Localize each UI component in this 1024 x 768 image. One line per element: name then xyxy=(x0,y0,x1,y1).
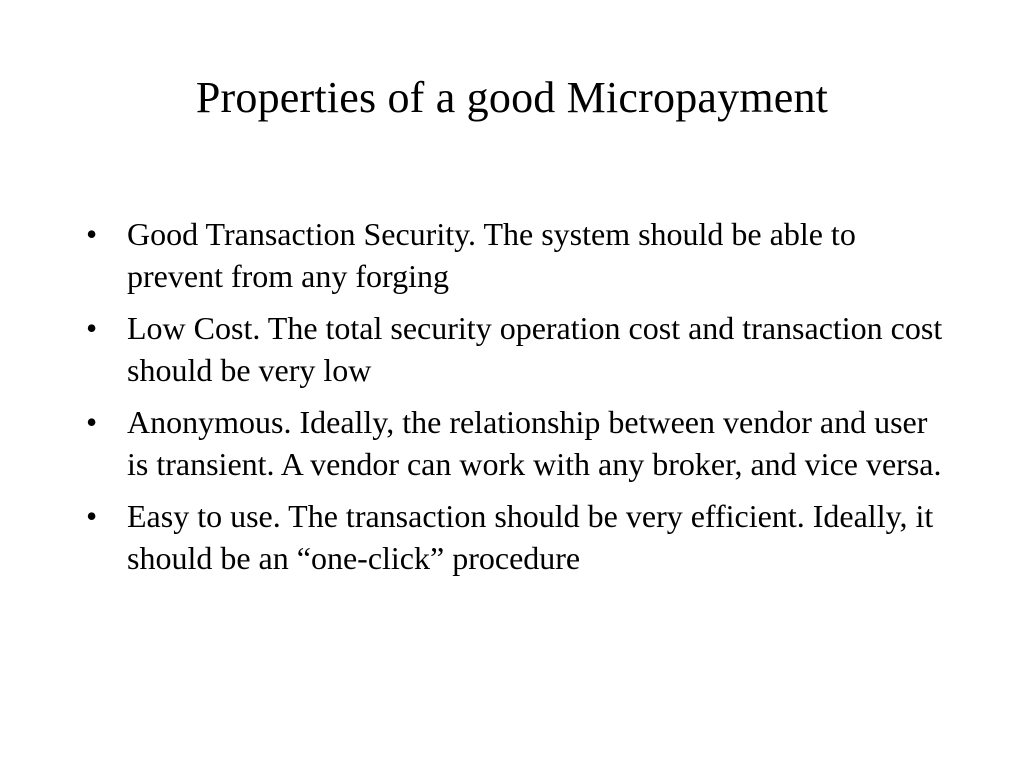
bullet-item-anonymous xyxy=(86,401,946,485)
bullet-icon: • xyxy=(86,310,98,346)
bullet-text: Easy to use. The transaction should be very efficient. Ideally, it should be an “one-click” procedure xyxy=(127,498,934,576)
bullet-text: Good Transaction Security. The system should be able to prevent from any forging xyxy=(127,216,856,294)
bullet-text: Low Cost. The total security operation cost and transaction cost should be very low xyxy=(127,310,943,388)
bullet-text: Anonymous. Ideally, the relationship between vendor and user is transient. A vendor can work with any broker, and vice versa. xyxy=(127,404,942,482)
bullet-list xyxy=(86,213,946,589)
bullet-item-low-cost xyxy=(86,307,946,391)
bullet-item-security xyxy=(86,213,946,297)
bullet-icon: • xyxy=(86,498,98,534)
bullet-icon: • xyxy=(86,404,98,440)
bullet-icon: • xyxy=(86,216,98,252)
slide-title: Properties of a good Micropayment xyxy=(195,73,829,122)
bullet-item-easy-to-use xyxy=(86,495,946,579)
